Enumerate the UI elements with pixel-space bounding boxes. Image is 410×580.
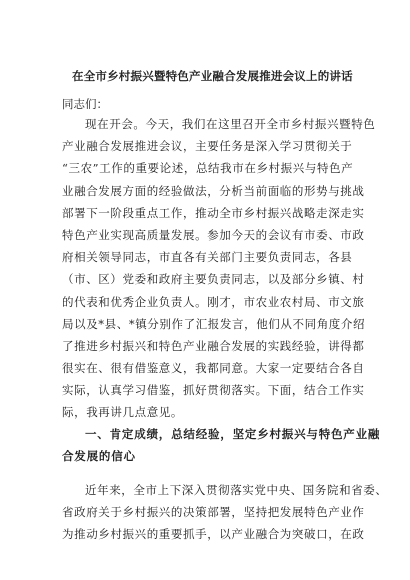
- paragraph-line: 为推动乡村振兴的重要抓手，以产业融合为突破口，在政: [62, 527, 365, 542]
- paragraph-line: 局以及*县、*镇分别作了汇报发言，他们从不同角度介绍: [62, 316, 366, 331]
- paragraph-opening: [62, 113, 376, 424]
- paragraph-line: （市、区）党委和政府主要负责同志，以及部分乡镇、村: [62, 272, 365, 287]
- paragraph-line: 特色产业实现高质量发展。参加今天的会议有市委、市政: [62, 227, 365, 242]
- paragraph-line: 业融合发展方面的经验做法，分析当前面临的形势与挑战: [62, 183, 365, 198]
- paragraph-line: “三农”工作的重要论述，总结我市在乡村振兴与特色产: [62, 161, 354, 176]
- paragraph-line: 现在开会。今天，我们在这里召开全市乡村振兴暨特色: [85, 117, 376, 131]
- paragraph-line: 际，我再讲几点意见。: [62, 405, 183, 420]
- paragraph-line: 实际，认真学习借鉴，抓好贯彻落实。下面，结合工作实: [62, 383, 365, 398]
- paragraph-section-1: [62, 479, 388, 546]
- paragraph-line: 部署下一阶段重点工作，推动全市乡村振兴战略走深走实: [62, 205, 365, 220]
- section-heading-1: [62, 423, 381, 467]
- paragraph-line: 省政府关于乡村振兴的决策部署，坚持把发展特色产业作: [62, 505, 365, 520]
- paragraph-line: 产业融合发展推进会议，主要任务是深入学习贯彻关于: [62, 139, 353, 154]
- document-title: 在全市乡村振兴暨特色产业融合发展推进会议上的讲话: [72, 69, 353, 83]
- heading-line: 合发展的信心: [62, 449, 136, 464]
- heading-line: 一、肯定成绩，总结经验，坚定乡村振兴与特色产业融: [85, 427, 381, 441]
- paragraph-line: 近年来，全市上下深入贯彻落实党中央、国务院和省委、: [85, 483, 388, 497]
- paragraph-line: 的代表和优秀企业负责人。刚才，市农业农村局、市文旅: [62, 294, 365, 309]
- paragraph-line: 府相关领导同志，市直各有关部门主要负责同志，各县: [62, 250, 353, 265]
- greeting: 同志们：: [62, 97, 108, 111]
- paragraph-line: 了推进乡村振兴和特色产业融合发展的实践经验，讲得都: [62, 338, 365, 353]
- paragraph-line: 很实在、很有借鉴意义，我都同意。大家一定要结合各自: [62, 361, 365, 376]
